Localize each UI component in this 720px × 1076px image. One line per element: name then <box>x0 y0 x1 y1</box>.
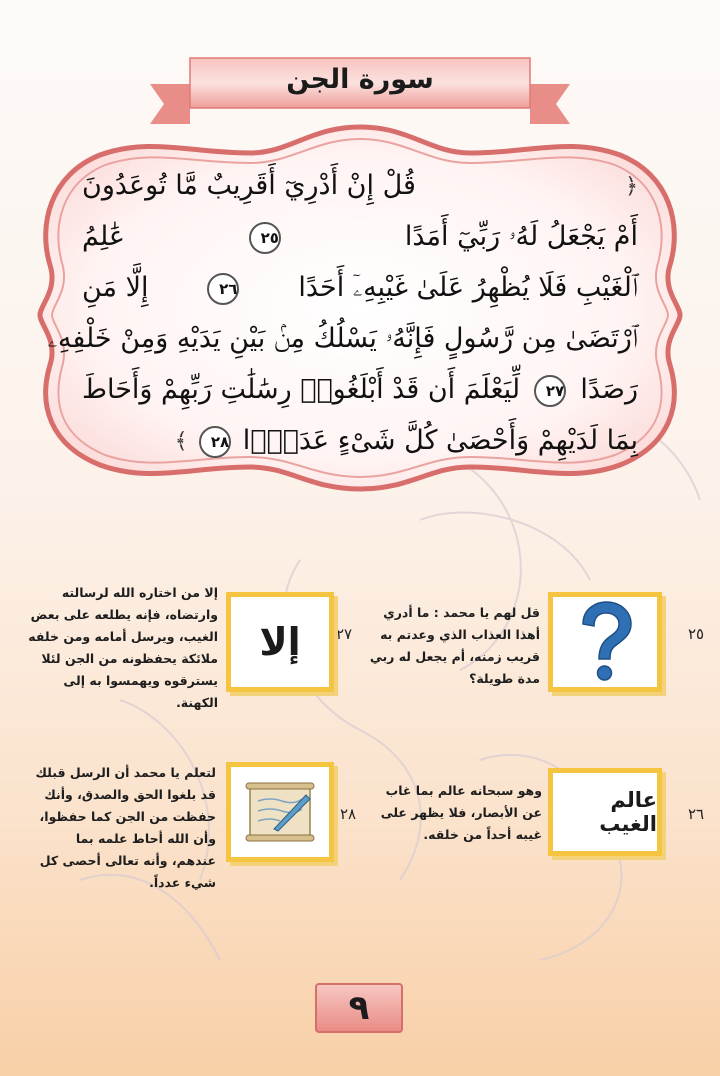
card-word: عالم الغيب <box>599 788 657 836</box>
scroll-quill-icon <box>240 777 320 847</box>
verse-text: ٱلْغَيْبِ فَلَا يُظْهِرُ عَلَىٰ غَيْبِهِۦٓ أَحَدًا <box>298 272 638 303</box>
word-number: ٢٨ <box>340 805 357 823</box>
verse-line-3 <box>82 262 638 313</box>
verse-text: ٱرْتَضَىٰ مِن رَّسُولٍ فَإِنَّهُۥ يَسْلُكُ مِنۢ بَيْنِ يَدَيْهِ وَمِنْ خَلْفِهِۦ <box>47 323 638 354</box>
verse-number-marker: ٢٦ <box>207 273 239 305</box>
page-number: ٩ <box>348 988 370 1028</box>
word-number: ٢٧ <box>336 625 353 643</box>
verse-text: رَصَدًا <box>580 374 638 405</box>
surah-title: سورة الجن <box>286 64 434 95</box>
question-mark-icon <box>575 600 635 684</box>
verse-number-marker: ٢٥ <box>249 222 281 254</box>
verse-text: لِّيَعْلَمَ أَن قَدْ أَبْلَغُوا۟ رِسَٰلَٰتِ رَبِّهِمْ وَأَحَاطَ <box>82 374 521 405</box>
verse-text: قُلْ إِنْ أَدْرِيٓ أَقَرِيبٌ مَّا تُوعَدُونَ <box>82 170 416 201</box>
word-card-illa <box>226 592 334 692</box>
verse-text: إِلَّا مَنِ <box>82 272 149 303</box>
ornament-open-icon: ﴿ <box>625 174 638 199</box>
word-card-alim-alghayb <box>548 768 662 856</box>
verse-text: عَٰلِمُ <box>82 221 126 252</box>
verse-line-4 <box>47 313 638 364</box>
word-number: ٢٦ <box>688 805 705 823</box>
word-explanation: إلا من اختاره الله لرسالته وارتضاه، فإنه يطلعه على بعض الغيب، ويرسل أمامه ومن خلفه ملائكة يحفظونه من الجن لئلا يسترقوه ويهمسوا به إلى الكهنة. <box>28 585 218 710</box>
word-card-question <box>548 592 662 692</box>
verse-line-5 <box>82 364 638 415</box>
verse-line-6 <box>82 415 638 466</box>
word-explanation: قل لهم يا محمد : ما أدري أهذا العذاب الذي وعدتم به قريب زمنه، أم يجعل له ربي مدة طويلة؟ <box>369 605 540 686</box>
verse-block <box>47 160 638 466</box>
word-card-scroll <box>226 762 334 862</box>
ornament-close-icon: ﴾ <box>174 429 188 454</box>
verse-text: بِمَا لَدَيْهِمْ وَأَحْصَىٰ كُلَّ شَىْءٍ عَدَدًۢا <box>242 425 638 456</box>
word-number: ٢٥ <box>688 625 705 643</box>
word-explanation: وهو سبحانه عالم بما غاب عن الأبصار، فلا يظهر على غيبه أحداً من خلقه. <box>380 783 542 842</box>
verse-line-2 <box>82 211 638 262</box>
word-explanation: لتعلم يا محمد أن الرسل قبلك قد بلغوا الحق والصدق، وأنك حفظت من الجن كما حفظوا، وأن الله أحاط علمه بما عندهم، وأنه تعالى أحصى كل شيء عدداً. <box>35 765 216 890</box>
verse-text: أَمْ يَجْعَلُ لَهُۥ رَبِّيٓ أَمَدًا <box>404 221 638 252</box>
verse-number-marker: ٢٧ <box>534 375 566 407</box>
verse-line-1 <box>82 160 638 211</box>
card-word: إلا <box>259 620 301 664</box>
verse-number-marker: ٢٨ <box>199 426 231 458</box>
